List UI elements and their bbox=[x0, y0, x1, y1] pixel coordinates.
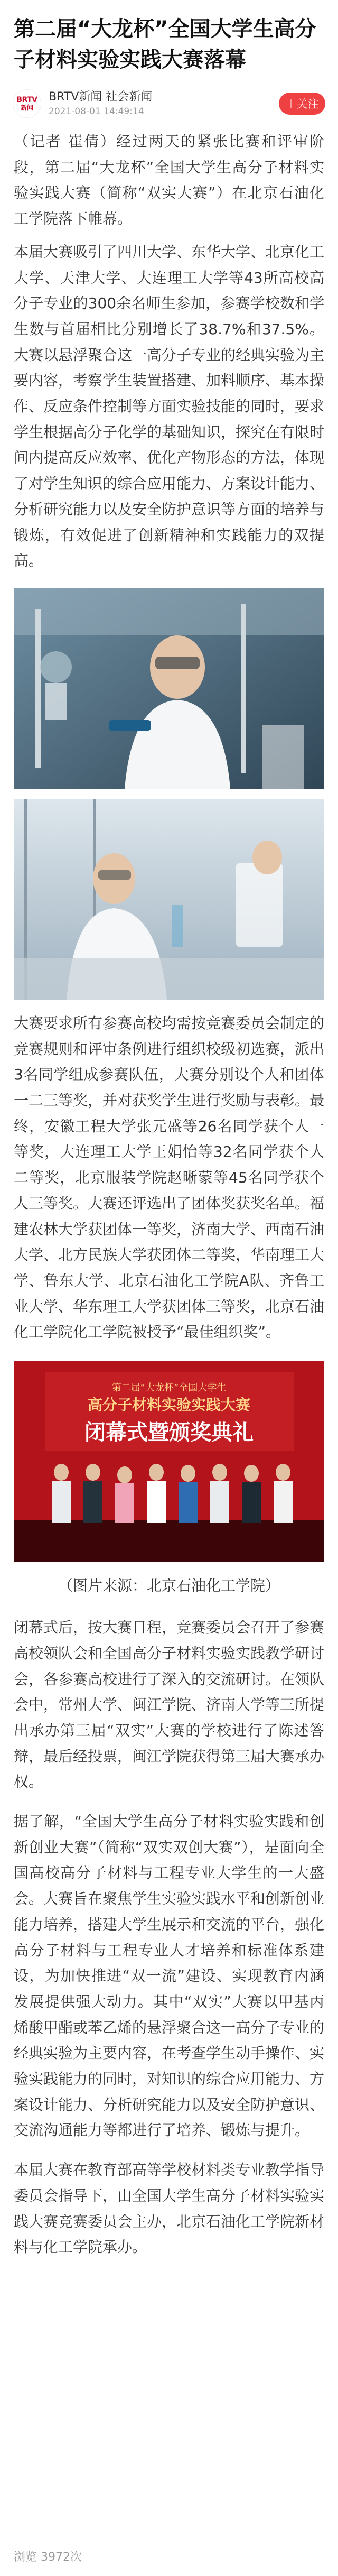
photo-lab-student-1-image bbox=[14, 588, 324, 789]
view-count: 浏览 3972次 bbox=[14, 2551, 82, 2564]
follow-button[interactable] bbox=[279, 93, 325, 115]
photo-award-ceremony bbox=[14, 1361, 324, 1562]
logo-text-bottom: 新闻 bbox=[20, 104, 33, 112]
banner-sub: 高分子材料实验实践大赛 bbox=[87, 1396, 251, 1414]
paragraph-3: 大赛要求所有参赛高校均需按竞赛委员会制定的竞赛规则和评审条例进行组织校级初选赛，派出3名同学组成参赛队伍，大赛分别设个人和团体一二三等奖，并对获奖学生进行奖励与表彰。最终，安徽工程大学张元盛等26名同学获个人一等奖，大连理工大学王娟怡等32名同学获个人二等奖，北京服装学院赵晰蒙等45名同学获个人三等奖。大赛还评选出了团体奖获奖名单。福建农林大学获团体一等奖，济南大学、西南石油大学、北方民族大学获团体二等奖，华南理工大学、鲁东大学、北京石油化工学院A队、齐鲁工业大学、华东理工大学获团体三等奖，北京石油化工学院化工学院被授予“最佳组织奖”。 bbox=[14, 1014, 325, 1341]
photo-lab-student-2-image bbox=[14, 799, 324, 1000]
author-meta bbox=[49, 89, 279, 118]
author-name[interactable]: BRTV新闻 社会新闻 bbox=[49, 90, 153, 104]
paragraph-4: 闭幕式后，按大赛日程，竞赛委员会召开了参赛高校领队会和全国高分子材料实验实践教学研讨会，各参赛高校进行了深入的交流研讨。在领队会中，常州大学、闽江学院、济南大学等三所提出承办第三届“双实”大赛的学校进行了陈述答辩，最后经投票，闽江学院获得第三届大赛承办权。 bbox=[14, 1619, 325, 1791]
photo-lab-student-2 bbox=[14, 799, 324, 1000]
post-time: 2021-08-01 14:49:14 bbox=[49, 106, 144, 117]
follow-plus-icon: ＋ bbox=[285, 98, 297, 110]
paragraph-2: 本届大赛吸引了四川大学、东华大学、北京化工大学、天津大学、大连理工大学等43所高校高分子专业的300余名师生参加，参赛学校数和学生数与首届相比分别增长了38.7%和37.5%。大赛以悬浮聚合这一高分子专业的经典实验为主要内容，考察学生装置搭建、加料顺序、基本操作、反应条件控制等方面实验技能的同时，要求学生根据高分子化学的基础知识，探究在有限时间内提高反应效率、优化产物形态的方法，体现了对学生知识的综合应用能力、方案设计能力、分析研究能力以及安全防护意识等方面的培养与锻炼，有效促进了创新精神和实践能力的双提高。 bbox=[14, 243, 325, 570]
photo-caption: （图片来源：北京石油化工学院） bbox=[58, 1577, 280, 1595]
banner-title: 第二届“大龙杯”全国大学生 bbox=[111, 1382, 227, 1394]
photo-lab-student-1 bbox=[14, 588, 324, 789]
article-body bbox=[0, 129, 338, 2260]
follow-label: 关注 bbox=[296, 98, 319, 110]
paragraph-5: 据了解，“全国大学生高分子材料实验实践和创新创业大赛”（简称“双实双创大赛”），是面向全国高校高分子材料与工程专业大学生的一大盛会。大赛旨在聚焦学生实验实践水平和创新创业能力培养，搭建大学生展示和交流的平台，强化高分子材料与工程专业人才培养和标准体系建设，为加快推进“双一流”建设、实现教育内涵发展提供强大动力。其中“双实”大赛以甲基丙烯酸甲酯或苯乙烯的悬浮聚合这一高分子专业的经典实验为主要内容，在考查学生动手操作、实验实践能力的同时，对知识的综合应用能力、方案设计能力、分析研究能力以及安全防护意识、交流沟通能力等都进行了培养、锻炼与提升。 bbox=[14, 1813, 325, 2139]
brtv-logo[interactable] bbox=[13, 89, 41, 118]
photo-award-ceremony-image bbox=[14, 1361, 324, 1562]
logo-text-top: BRTV bbox=[16, 96, 37, 104]
article-title: 第二届“大龙杯”全国大学生高分子材料实验实践大赛落幕 bbox=[14, 17, 316, 72]
author-bar bbox=[0, 82, 338, 125]
banner-big: 闭幕式暨颁奖典礼 bbox=[84, 1420, 253, 1445]
paragraph-1: （记者 崔倩）经过两天的紧张比赛和评审阶段，第二届“大龙杯”全国大学生高分子材料实验实践大赛（简称“双实大赛”）在北京石油化工学院落下帷幕。 bbox=[14, 133, 324, 228]
paragraph-6: 本届大赛在教育部高等学校材料类专业教学指导委员会指导下，由全国大学生高分子材料实验实践大赛竞赛委员会主办，北京石油化工学院新材料与化工学院承办。 bbox=[14, 2161, 325, 2256]
